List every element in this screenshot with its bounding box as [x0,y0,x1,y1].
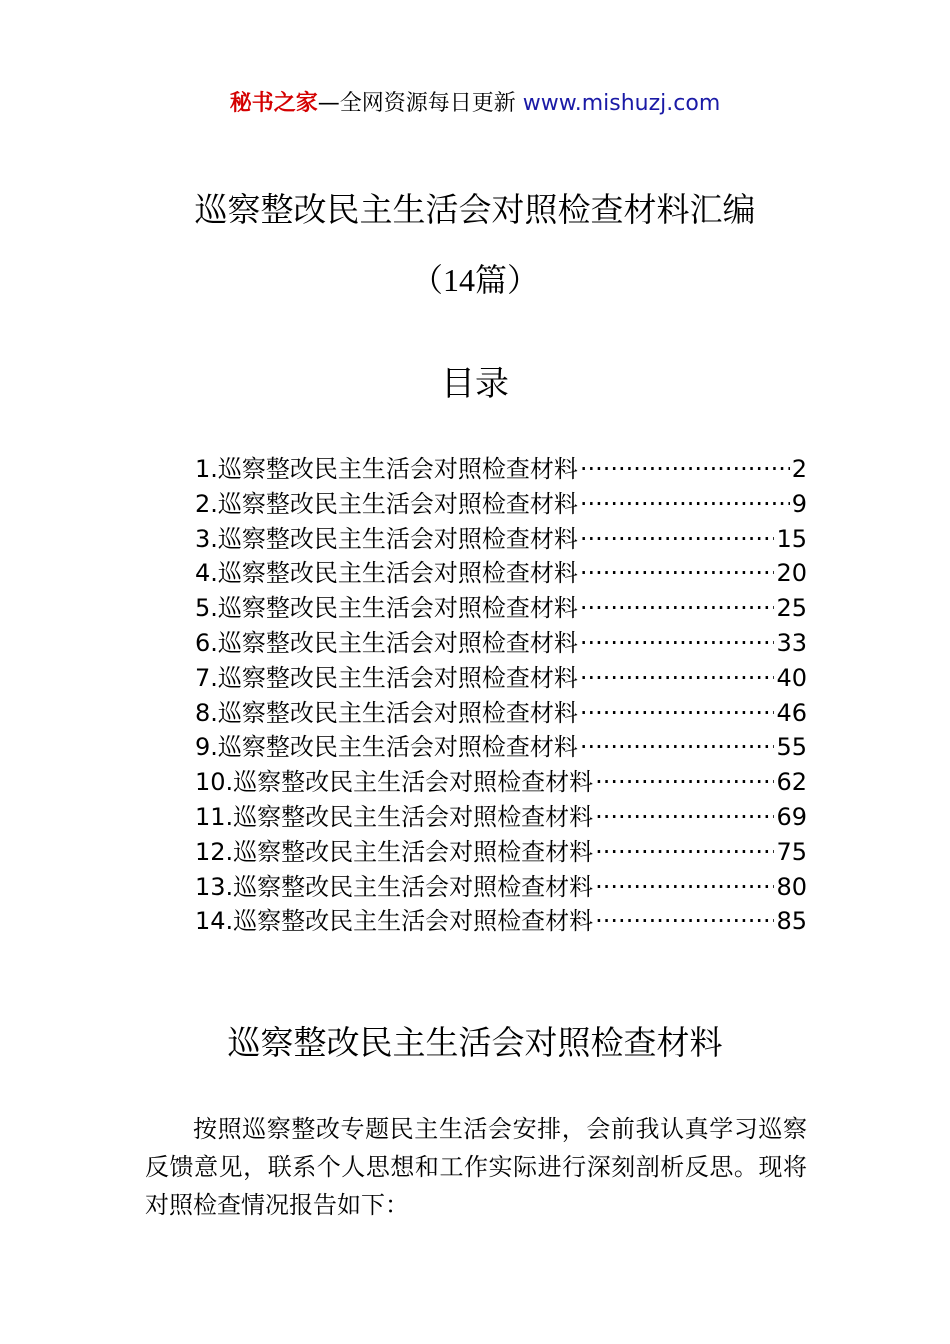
toc-entry[interactable] [195,556,807,591]
toc-dot-leader [580,452,790,487]
toc-entry-page: 20 [776,559,807,588]
toc-entry[interactable] [195,591,807,626]
toc-entry-label: 7.巡察整改民主生活会对照检查材料 [195,663,578,692]
toc-entry-label: 13.巡察整改民主生活会对照检查材料 [195,872,594,901]
toc-entry-label: 5.巡察整改民主生活会对照检查材料 [195,594,578,623]
subtitle-open-paren: （ [410,261,443,299]
toc-dot-leader [580,487,790,522]
toc-entry-label: 4.巡察整改民主生活会对照检查材料 [195,559,578,588]
toc-entry-page: 15 [776,524,807,553]
table-of-contents [195,452,807,939]
toc-heading: 目录 [441,364,509,404]
toc-entry-page: 40 [776,663,807,692]
toc-entry[interactable] [195,870,807,905]
toc-entry-label: 9.巡察整改民主生活会对照检查材料 [195,733,578,762]
toc-entry[interactable] [195,835,807,870]
toc-entry[interactable] [195,730,807,765]
toc-dot-leader [580,730,775,765]
document-title: 巡察整改民主生活会对照检查材料汇编 [194,190,756,229]
toc-entry-page: 75 [776,837,807,866]
toc-entry-page: 46 [776,698,807,727]
document-subtitle [0,256,950,304]
toc-entry[interactable] [195,452,807,487]
toc-entry-label: 10.巡察整改民主生活会对照检查材料 [195,768,594,797]
toc-entry-label: 2.巡察整改民主生活会对照检查材料 [195,489,578,518]
toc-entry-label: 8.巡察整改民主生活会对照检查材料 [195,698,578,727]
toc-entry-page: 2 [791,455,807,483]
toc-entry-label: 6.巡察整改民主生活会对照检查材料 [195,628,578,657]
toc-dot-leader [595,835,774,870]
toc-entry-page: 69 [776,802,807,831]
toc-dot-leader [595,800,774,835]
subtitle-count: 14 [443,262,475,298]
toc-entry-page: 9 [791,489,807,518]
toc-entry[interactable] [195,522,807,557]
toc-dot-leader [580,522,775,557]
toc-entry[interactable] [195,904,807,939]
toc-dot-leader [595,904,774,939]
toc-entry-label: 14.巡察整改民主生活会对照检查材料 [195,907,594,936]
brand-name: 秘书之家 [229,91,318,116]
toc-entry-label: 11.巡察整改民主生活会对照检查材料 [195,802,594,831]
toc-dot-leader [595,765,774,800]
toc-entry[interactable] [195,661,807,696]
toc-dot-leader [580,626,775,661]
toc-dot-leader [580,556,775,591]
toc-entry-page: 55 [776,733,807,762]
body-paragraph: 按照巡察整改专题民主生活会安排，会前我认真学习巡察反馈意见，联系个人思想和工作实际进行深刻剖析反思。现将对照检查情况报告如下： [145,1115,807,1219]
toc-entry-page: 33 [776,628,807,657]
toc-entry-page: 80 [776,872,807,901]
toc-entry-page: 85 [776,907,807,936]
toc-dot-leader [595,870,774,905]
toc-dot-leader [580,696,775,731]
site-slogan: —全网资源每日更新 [317,91,523,116]
toc-entry[interactable] [195,696,807,731]
toc-entry-label: 1.巡察整改民主生活会对照检查材料 [195,455,578,483]
toc-entry-page: 62 [776,768,807,797]
section-title: 巡察整改民主生活会对照检查材料 [227,1023,723,1062]
site-header [0,88,950,120]
toc-entry-label: 3.巡察整改民主生活会对照检查材料 [195,524,578,553]
toc-entry[interactable] [195,765,807,800]
toc-entry-label: 12.巡察整改民主生活会对照检查材料 [195,837,594,866]
site-url-link[interactable]: www.mishuzj.com [522,91,721,116]
toc-entry[interactable] [195,487,807,522]
toc-entry[interactable] [195,800,807,835]
subtitle-close: 篇） [475,261,540,299]
toc-entry[interactable] [195,626,807,661]
toc-dot-leader [580,661,775,696]
toc-entry-page: 25 [776,594,807,623]
toc-dot-leader [580,591,775,626]
